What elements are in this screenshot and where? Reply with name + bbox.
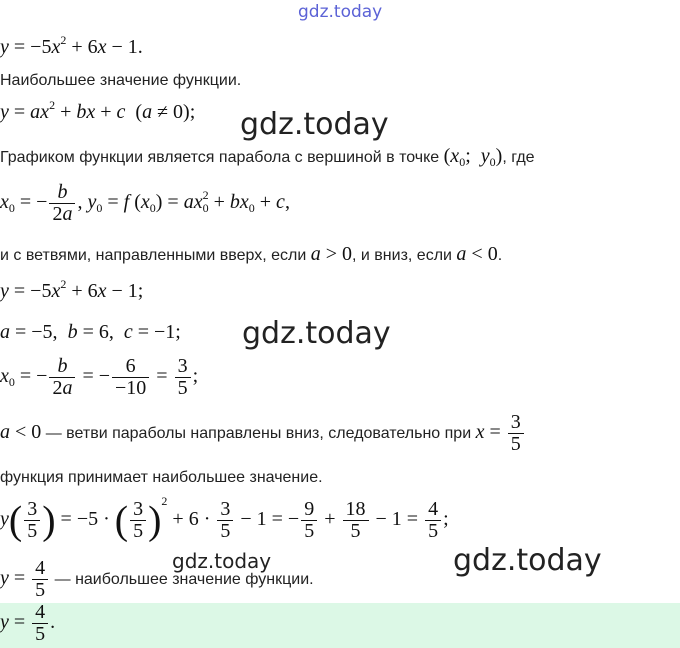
watermark-3: gdz.today [172, 549, 272, 573]
coefficients: a = −5, b = 6, c = −1; [0, 321, 181, 343]
branches-text-1: и с ветвями, направленными вверх, если [0, 247, 307, 264]
final-answer: y = $\frac{4}{5}$ . [0, 601, 56, 645]
vertex-formula: $x_0$ = − $\frac{b}{2a}$ , $y_0 = f$ $(x_0) = ax^2_0 + bx_0 + c$, [0, 181, 290, 225]
graph-desc-text: Графиком функции является парабола с вершиной в точке [0, 149, 440, 166]
watermark-top: gdz.today [298, 2, 383, 22]
branches-down-text: — ветви параболы направлены вниз, следовательно при [45, 425, 472, 443]
general-form: $y = ax^2$ + bx + c (a ≠ 0); [0, 98, 196, 123]
answer-highlight [0, 603, 680, 648]
branches-text-2: , и вниз, если [352, 247, 452, 264]
branches-description: и с ветвями, направленными вверх, если a > 0, и вниз, если a < 0. [0, 243, 503, 265]
watermark-4: gdz.today [453, 543, 602, 578]
max-value-text: — наибольшее значение функции. [54, 571, 314, 589]
takes-max: функция принимает наибольшее значение. [0, 469, 323, 486]
y-computation: y( $\frac{3}{5}$ ) = −5 · ( $\frac{3}{5}$ )$^2$ + 6 · $\frac{3}{5}$ − 1 = − $\frac{9}{5}$ + $\frac{18}{5}$ − 1 = $\frac{4}{5}$ ; [0, 494, 449, 543]
watermark-1: gdz.today [240, 107, 389, 142]
x0-computation: $x_0$ = − $\frac{b}{2a}$ = − $\frac{6}{-10}$ = $\frac{3}{5}$ ; [0, 355, 199, 399]
watermark-2: gdz.today [242, 316, 391, 351]
branches-down: a < 0 — ветви параболы направлены вниз, следовательно при x = $\frac{3}{5}$ [0, 412, 526, 455]
max-value-line: y = $\frac{4}{5}$ — наибольшее значение функции. [0, 557, 314, 601]
equation-2: $y = -5x^2 + 6x - 1$; [0, 277, 144, 302]
max-heading: Наибольшее значение функции. [0, 72, 242, 89]
equation-1: $y = -5x^2 + 6x - 1$. [0, 33, 143, 58]
graph-description: Графиком функции является парабола с вершиной в точке ($x_0$; $y_0$), где [0, 145, 535, 169]
graph-desc-where: , где [502, 149, 535, 166]
